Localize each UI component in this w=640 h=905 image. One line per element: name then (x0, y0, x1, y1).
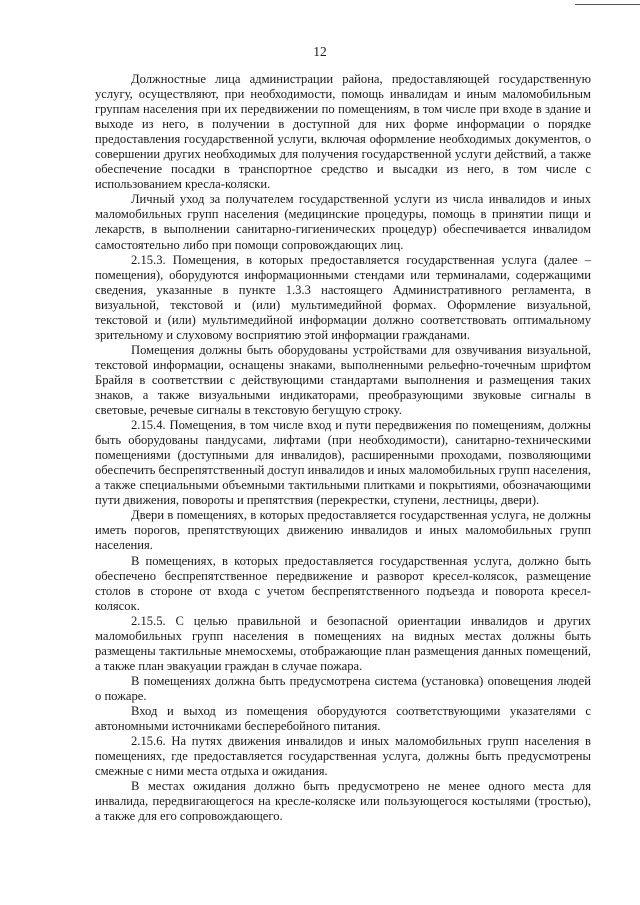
paragraph-wheelchair-movement: В помещениях, в которых предоставляется государственная услуга, должно быть обеспечено беспрепятственное передвижение и разворот кресел-колясок, размещение столов в стороне от входа с учетом беспрепятственного подъезда и поворота кресел-колясок. (95, 553, 591, 613)
paragraph-2-15-6: 2.15.6. На путях движения инвалидов и иных маломобильных групп населения в помещениях, где предоставляется государственная услуга, должны быть предусмотрены смежные с ними места отдыха и ожидания. (95, 734, 591, 779)
paragraph-officials-assistance: Должностные лица администрации района, предоставляющей государственную услугу, осуществляют, при необходимости, помощь инвалидам и иным маломобильным группам населения при их передвижении по помещениям, в том числе при входе в здание и выходе из него, в получении в доступной для них форме информации о порядке предоставления государственной услуги, включая оформление необходимых документов, о совершении других необходимых для получения государственной услуги действий, а также обеспечение посадки в транспортное средство и высадки из него, в том числе с использованием кресла-коляски. (95, 72, 591, 192)
document-body (95, 72, 591, 824)
paragraph-2-15-5: 2.15.5. С целью правильной и безопасной ориентации инвалидов и других маломобильных групп населения в помещениях на видных местах должны быть размещены тактильные мнемосхемы, отображающие план размещения данных помещений, а также план эвакуации граждан в случае пожара. (95, 613, 591, 673)
page-number: 12 (313, 44, 327, 59)
paragraph-2-15-4: 2.15.4. Помещения, в том числе вход и пути передвижения по помещениям, должны быть оборудованы пандусами, лифтами (при необходимости), санитарно-техническими помещениями (доступными для инвалидов), расширенными проходами, позволяющими обеспечить беспрепятственный доступ инвалидов и иных маломобильных групп населения, а также специальными объемными тактильными плитками и покрытиями, обозначающими пути движения, повороты и препятствия (перекрестки, ступени, лестницы, двери). (95, 418, 591, 508)
paragraph-2-15-3: 2.15.3. Помещения, в которых предоставляется государственная услуга (далее – помещения), оборудуются информационными стендами или терминалами, содержащими сведения, указанные в пункте 1.3.3 настоящего Административного регламента, в визуальной, текстовой и (или) мультимедийной формах. Оформление визуальной, текстовой и (или) мультимедийной информации должно соответствовать оптимальному зрительному и слуховому восприятию этой информации гражданами. (95, 252, 591, 342)
paragraph-sound-braille: Помещения должны быть оборудованы устройствами для озвучивания визуальной, текстовой информации, оснащены знаками, выполненными рельефно-точечным шрифтом Брайля в соответствии с действующими стандартами выполнения и размещения таких знаков, а также визуальными индикаторами, преобразующими звуковые сигналы в световые, речевые сигналы в текстовую бегущую строку. (95, 342, 591, 418)
top-edge-rule (575, 4, 640, 5)
paragraph-waiting-places: В местах ожидания должно быть предусмотрено не менее одного места для инвалида, передвигающегося на кресле-коляске или пользующегося костылями (тростью), а также для его сопровождающего. (95, 779, 591, 824)
paragraph-personal-care: Личный уход за получателем государственной услуги из числа инвалидов и иных маломобильных групп населения (медицинские процедуры, помощь в принятии пищи и лекарств, в выполнении санитарно-гигиенических процедур) обеспечивается инвалидом самостоятельно либо при помощи сопровождающих лиц. (95, 192, 591, 252)
paragraph-fire-alarm: В помещениях должна быть предусмотрена система (установка) оповещения людей о пожаре. (95, 673, 591, 703)
paragraph-doors: Двери в помещениях, в которых предоставляется государственная услуга, не должны иметь порогов, препятствующих движению инвалидов и иных маломобильных групп населения. (95, 508, 591, 553)
paragraph-exit-signs: Вход и выход из помещения оборудуются соответствующими указателями с автономными источниками бесперебойного питания. (95, 703, 591, 734)
